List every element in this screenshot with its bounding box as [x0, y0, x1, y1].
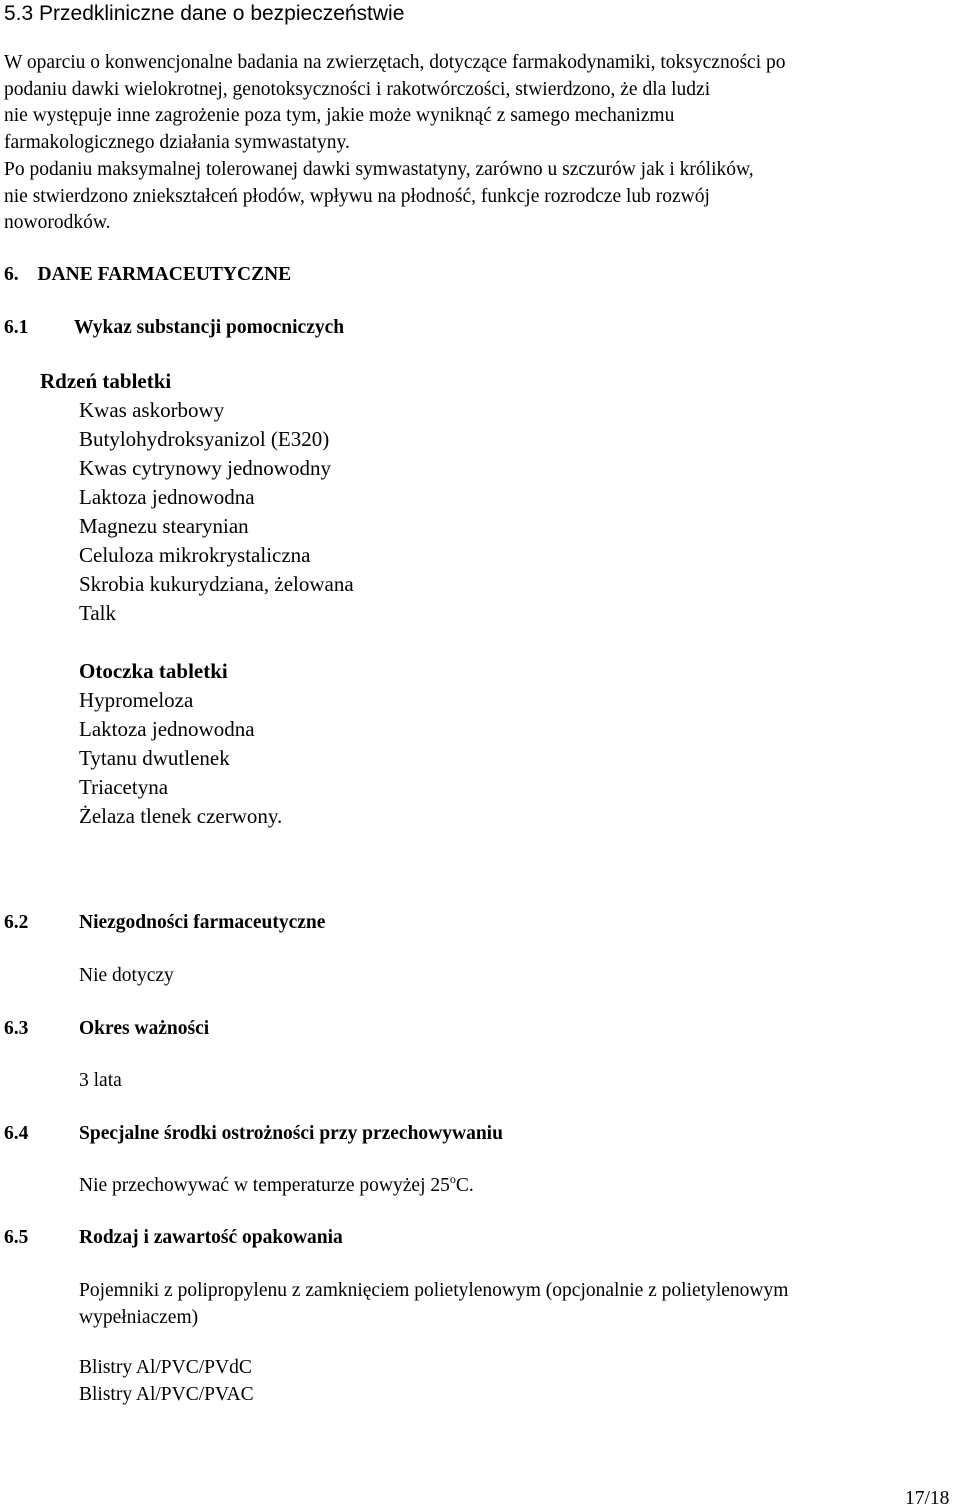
paragraph-preclinical-2: [4, 157, 754, 237]
text-line: nie występuje inne zagrożenie poza tym, jakie może wyniknąć z samego mechanizmu: [4, 105, 675, 126]
storage-unit: C.: [455, 1175, 474, 1196]
section-6-2-text: Nie dotyczy: [79, 965, 174, 986]
section-6-3-text: 3 lata: [79, 1070, 122, 1091]
text-line: Po podaniu maksymalnej tolerowanej dawki symwastatyny, zarówno u szczurów jak i królików,: [4, 159, 754, 180]
list-item: Żelaza tlenek czerwony.: [79, 804, 283, 828]
list-item: Skrobia kukurydziana, żelowana: [79, 572, 354, 596]
list-item: Triacetyna: [79, 775, 169, 799]
page-number: 17/18: [905, 1488, 950, 1509]
section-title: Wykaz substancji pomocniczych: [74, 317, 345, 338]
list-item: Laktoza jednowodna: [79, 485, 255, 509]
list-item: Magnezu stearynian: [79, 514, 249, 538]
list-item: Celuloza mikrokrystaliczna: [79, 543, 311, 567]
text-line: wypełniaczem): [79, 1306, 199, 1328]
text-line: farmakologicznego działania symwastatyny.: [4, 131, 350, 153]
text-line: noworodków.: [4, 212, 111, 233]
list-item: Blistry Al/PVC/PVAC: [79, 1383, 254, 1405]
section-number: 6.2: [4, 912, 29, 933]
degree-sign: o: [449, 1172, 456, 1186]
text-line: W oparciu o konwencjonalne badania na zwierzętach, dotyczące farmakodynamiki, toksyczności po: [4, 52, 786, 73]
section-number: 6.1: [4, 317, 29, 338]
section-6-heading: [4, 262, 291, 289]
section-6-1-heading: [4, 315, 344, 342]
core-heading: Rdzeń tabletki: [40, 369, 172, 393]
blister-list: [79, 1355, 254, 1408]
section-6-5-heading: [4, 1225, 343, 1252]
section-title: Rodzaj i zawartość opakowania: [79, 1227, 343, 1248]
coating-heading: Otoczka tabletki: [79, 659, 228, 683]
paragraph-preclinical-1: [4, 50, 786, 156]
section-title: DANE FARMACEUTYCZNE: [37, 264, 292, 285]
section-6-5-paragraph: [79, 1278, 788, 1331]
section-title: Niezgodności farmaceutyczne: [79, 912, 326, 933]
list-item: Talk: [79, 601, 117, 625]
core-excipient-list: [79, 396, 354, 628]
list-item: Hypromeloza: [79, 688, 194, 712]
list-item: Laktoza jednowodna: [79, 717, 255, 741]
section-6-2-heading: [4, 910, 325, 937]
section-number: 6.5: [4, 1227, 29, 1248]
section-6-3-heading: [4, 1016, 209, 1043]
section-number: 6.: [4, 264, 19, 285]
section-6-4-text: [79, 1173, 474, 1200]
text-line: nie stwierdzono zniekształceń płodów, wpływu na płodność, funkcje rozrodcze lub rozwój: [4, 185, 710, 207]
section-number: 6.4: [4, 1123, 29, 1144]
section-5-3-heading: 5.3 Przedkliniczne dane o bezpieczeństwie: [4, 2, 405, 25]
coating-excipient-list: [79, 686, 282, 831]
list-item: Butylohydroksyanizol (E320): [79, 427, 330, 451]
section-title: Specjalne środki ostrożności przy przechowywaniu: [79, 1123, 503, 1144]
list-item: Kwas cytrynowy jednowodny: [79, 456, 331, 480]
text-line: podaniu dawki wielokrotnej, genotoksyczności i rakotwórczości, stwierdzono, że dla ludzi: [4, 78, 711, 100]
section-6-4-heading: [4, 1121, 503, 1148]
section-title: Okres ważności: [79, 1018, 210, 1039]
list-item: Blistry Al/PVC/PVdC: [79, 1357, 252, 1378]
section-number: 6.3: [4, 1018, 29, 1039]
list-item: Tytanu dwutlenek: [79, 746, 230, 770]
list-item: Kwas askorbowy: [79, 398, 225, 422]
text-line: Pojemniki z polipropylenu z zamknięciem polietylenowym (opcjonalnie z polietylenowym: [79, 1280, 789, 1301]
storage-text: Nie przechowywać w temperaturze powyżej 25: [79, 1175, 450, 1196]
